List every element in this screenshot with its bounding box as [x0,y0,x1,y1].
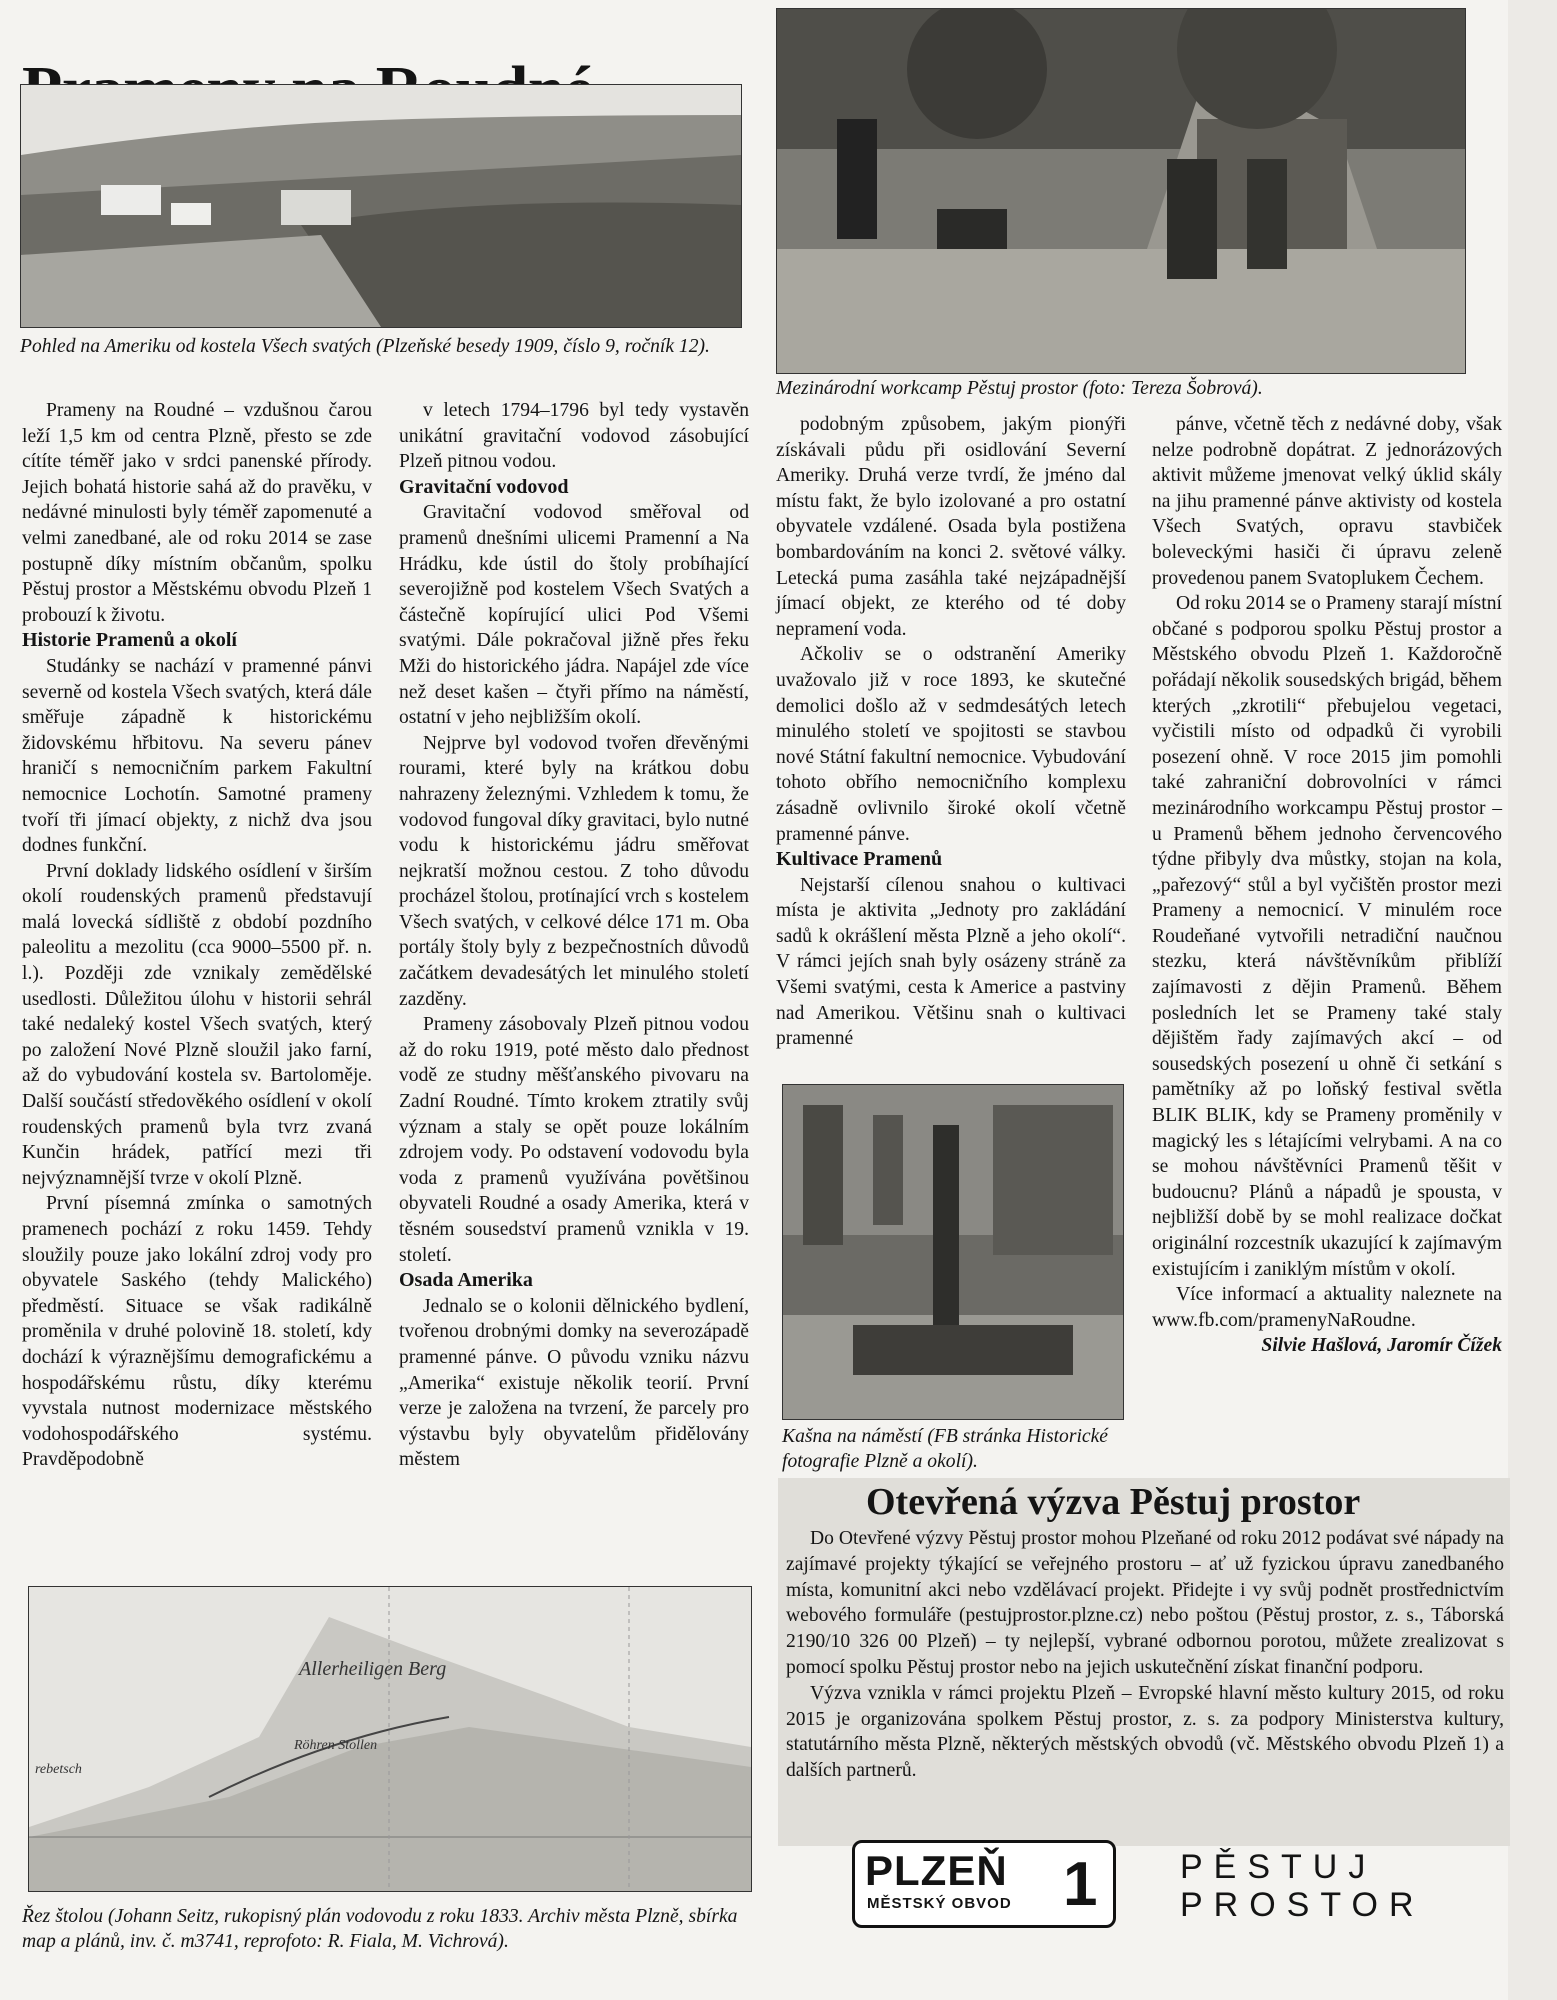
history-paragraph-2: První doklady lidského osídlení v širším okolí roudenských pramenů představují malá lovecká sídliště z období pozdního paleolitu a mezolitu (cca 9000–5500 př. n. l.). Později zde vznikaly zemědělské usedlosti. Důležitou úlohu v historii sehrál také nedaleký kostel Všech svatých, který po založení Nové Plzně sloužil jako farní, až do vybudování kostela sv. Bartoloměje. Další součástí středověkého osídlení v okolí roudenských pramenů byla tvrz zvaná Kunčin hrádek, patřící mezi tři nejvýznamnější tvrze v okolí Plzně. [22,860,372,1189]
history-paragraph-4: v letech 1794–1796 byl tedy vystavěn unikátní gravitační vodovod zásobující Plzeň pitnou vodou. [399,400,749,473]
cultivation-paragraph-3: Od roku 2014 se o Prameny starají místní občané s podporou spolku Pěstuj prostor a Městského obvodu Plzeň 1. Každoročně pořádají několik sousedských brigád, během kterých „zkrotili“ přebujelou vegetaci, vyčistili místo od odpadků či vyrobili posezení ohně. V roce 2015 jim pomohli také zahraniční dobrovolníci v rámci mezinárodního workcampu Pěstuj prostor – u Pramenů během jednoho červencového týdne přibyly dva můstky, stojan na kola, „pařezový“ stůl a byl vyčištěn prostor mezi Prameny a nemocnicí. V minulém roce Roudeňané vytvořili netradiční naučnou stezku, která návštěvníkům přiblíží zajímavosti z dějin Pramenů. Během posledních let se Prameny také staly dějištěm řady zajímavých akcí – od sousedských posezení u ohně či setkání s pamětníky až po loňský festival světla BLIK BLIK, kdy se Prameny proměnily v magický les s létajícími velrybami. A na co se mohou návštěvníci Pramenů těšit v budoucnu? Plánů a nápadů je spousta, v nejbližší době by se mohl realizace dočkat originální rozcestník ukazující k zajímavým existujícím i zaniklým místům v okolí. [1152,593,1502,1280]
cultivation-paragraph-2: pánve, včetně těch z nedávné doby, však nelze podrobně dopátrat. Z jednorázových aktivit můžeme jmenovat velký úklid skály na jihu pramenné pánve aktivisty od kostela Všech Svatých, opravu stavbiček boleveckými hasiči či úpravu zeleně provedenou panem Svatoplukem Čechem. [1152,414,1502,589]
plzen-logo-number: 1 [1063,1850,1098,1919]
gravity-paragraph-1: Gravitační vodovod směřoval od pramenů dnešními ulicemi Pramenní a Na Hrádku, kde ústil do štoly probíhající severojižně pod kostelem Všech Svatých a částečně kopírující ulici Pod Všemi svatými. Dále pokračoval jižně přes řeku Mži do historického jádra. Napájel zde více než deset kašen – čtyři přímo na náměstí, ostatní v jeho nejbližším okolí. [399,502,749,729]
workcamp-photo [776,8,1466,374]
fountain-photo-caption: Kašna na náměstí (FB stránka Historické fotografie Plzně a okolí). [782,1426,1108,1472]
article-column-4 [1152,412,1502,1359]
article-column-3 [776,412,1126,1052]
plan-label-pipe: Röhren Stollen [294,1738,378,1753]
pestuj-prostor-logo [1180,1848,1425,1924]
open-call-text [786,1526,1504,1784]
amerika-paragraph-1: Jednalo se o kolonii dělnického bydlení, tvořenou drobnými domky na severozápadě pramenné pánve. O původu vzniku názvu „Amerika“ existuje několik teorií. První verze je založena na tvrzení, že parcely pro výstavbu byly obyvatelům přidělovány městem [399,1295,749,1471]
plan-label-mountain: Allerheiligen Berg [299,1658,447,1680]
cultivation-paragraph-1: Nejstarší cílenou snahou o kultivaci místa je aktivita „Jednoty pro zakládání sadů k okrášlení města Plzně a jeho okolí“. V rámci jejích snah byly osázeny stráně za Všemi svatými, cesta k Americe a pastviny nad Amerikou. Většinu snah o kultivaci pramenné [776,874,1126,1050]
workcamp-photo-caption: Mezinárodní workcamp Pěstuj prostor (foto: Tereza Šobrová). [776,378,1263,399]
article-column-1 [22,398,372,1473]
gravity-paragraph-2: Nejprve byl vodovod tvořen dřevěnými rourami, které byly na krátkou dobu nahrazeny železnými. Vzhledem k tomu, že vodovod fungoval díky gravitaci, bylo nutné vodu k historickému jádru směřovat nejkratší možnou cestou. Z toho důvodu procházel štolou, protínající vrch s kostelem Všech svatých, v celkové délce 171 m. Oba portály štoly byly z bezpečnostních důvodů začátkem devadesátých let minulého století zazděny. [399,732,749,1010]
plzen-logo-subtitle: MĚSTSKÝ OBVOD [867,1895,1012,1912]
plan-caption: Řez štolou (Johann Seitz, rukopisný plán vodovodu z roku 1833. Archiv města Plzně, sbírka map a plánů, inv. č. m3741, reprofoto: R. Fiala, M. Vichrová). [22,1906,738,1952]
section-heading-gravity: Gravitační vodovod [399,475,569,498]
amerika-paragraph-2: podobným způsobem, jakým pionýři získávali půdu při osidlování Severní Ameriky. Druhá verze tvrdí, že jméno dal místu fakt, že bylo izolované a pro ostatní obyvatele vzdálené. Osada byla postižena bombardováním na konci 2. světové války. Letecká puma zasáhla také nejzápadnější jímací objekt, ze kterého od té doby nepramení voda. [776,414,1126,640]
intro-paragraph: Prameny na Roudné – vzdušnou čarou leží 1,5 km od centra Plzně, přesto se zde cítíte téměř jako v srdci panenské přírody. Jejich bohatá historie sahá až do pravěku, v nedávné minulosti byly téměř zapomenuté a velmi zanedbané, ale od roku 2014 se zase postupně díky místním občanům, spolku Pěstuj prostor a Městskému obvodu Plzeň 1 probouzí k životu. [22,400,372,626]
landscape-photo [20,84,742,328]
author-signature: Silvie Hašlová, Jaromír Čížek [1261,1335,1502,1357]
landscape-photo-caption: Pohled na Ameriku od kostela Všech svatých (Plzeňské besedy 1909, číslo 9, ročník 12). [20,336,710,357]
gravity-paragraph-3: Prameny zásobovaly Plzeň pitnou vodou až do roku 1919, poté město dalo přednost vodě ze studny měšťanského pivovaru na Zadní Roudné. Tímto krokem ztratily svůj význam a staly se opět pouze lokálním zdrojem vody. Po odstavení vodovodu byla voda z pramenů využívána povětšinou obyvateli Roudné a osady Amerika, která v těsném sousedství pramenů vznikla v 19. století. [399,1014,749,1266]
open-call-paragraph-1: Do Otevřené výzvy Pěstuj prostor mohou Plzeňané od roku 2012 podávat své nápady na zajímavé projekty týkající se veřejného prostoru – ať už fyzickou úpravu zanedbaného místa, komunitní akci nebo vzdělávací projekt. Přidejte i vy svůj podnět prostřednictvím webového formuláře (pestujprostor.plzne.cz) nebo poštou (Pěstuj prostor, z. s., Táborská 2190/10 326 00 Plzeň) – ty nejlepší, vybrané odbornou porotou, můžete zrealizovat s pomocí spolku Pěstuj prostor nebo na jejich uskutečnění získat finanční podporu. [786,1528,1504,1678]
plzen-logo-word: PLZEŇ [865,1847,1008,1894]
page-edge-strip [1508,0,1557,2000]
history-paragraph-3: První písemná zmínka o samotných pramenech pochází z roku 1459. Tehdy sloužily pouze jako lokální zdroj vody pro obyvatele Saského (tehdy Malického) předměstí. Situace se však radikálně proměnila v druhé polovině 18. století, kdy dochází k výraznějšímu demografickému a hospodářskému růstu, díky kterému vyvstala nutnost modernizace městského vodohospodářského systému. Pravděpodobně [22,1193,372,1471]
open-call-paragraph-2: Výzva vznikla v rámci projektu Plzeň – Evropské hlavní město kultury 2015, od roku 2015 je organizována spolkem Pěstuj prostor, z. s. za podpory Ministerstva kultury, statutárního města Plzně, některých městských obvodů (vč. Městského obvodu Plzeň 1) a dalších partnerů. [786,1682,1504,1782]
plan-label-left: rebetsch [35,1762,82,1777]
article-column-2 [399,398,749,1473]
fountain-photo [782,1084,1124,1420]
section-heading-cultivation: Kultivace Pramenů [776,848,943,871]
more-info-paragraph: Více informací a aktuality naleznete na www.fb.com/pramenyNaRoudne. [1152,1284,1502,1331]
history-paragraph-1: Studánky se nachází v pramenné pánvi severně od kostela Všech svatých, která dále směřuje západně k historickému židovskému hřbitovu. Na severu pánev hraničí s nemocničním parkem Fakultní nemocnice Lochotín. Samotné prameny tvoří tři jímací objekty, z nichž dva jsou dodnes funkční. [22,655,372,857]
pestuj-logo-line-2: PROSTOR [1180,1886,1425,1924]
tunnel-section-plan [28,1586,752,1892]
pestuj-logo-line-1: PĚSTUJ [1180,1848,1377,1886]
plzen-1-logo [852,1840,1116,1928]
amerika-paragraph-3: Ačkoliv se o odstranění Ameriky uvažovalo již v roce 1893, ke skutečné demolici došlo až v sedmdesátých letech minulého století ve spojitosti se stavbou nové Státní fakultní nemocnice. Vybudování tohoto obřího nemocničního komplexu zásadně ovlivnilo široké okolí včetně pramenné pánve. [776,644,1126,845]
section-heading-amerika: Osada Amerika [399,1269,533,1292]
open-call-title: Otevřená výzva Pěstuj prostor [866,1481,1361,1523]
section-heading-history: Historie Pramenů a okolí [22,629,237,652]
